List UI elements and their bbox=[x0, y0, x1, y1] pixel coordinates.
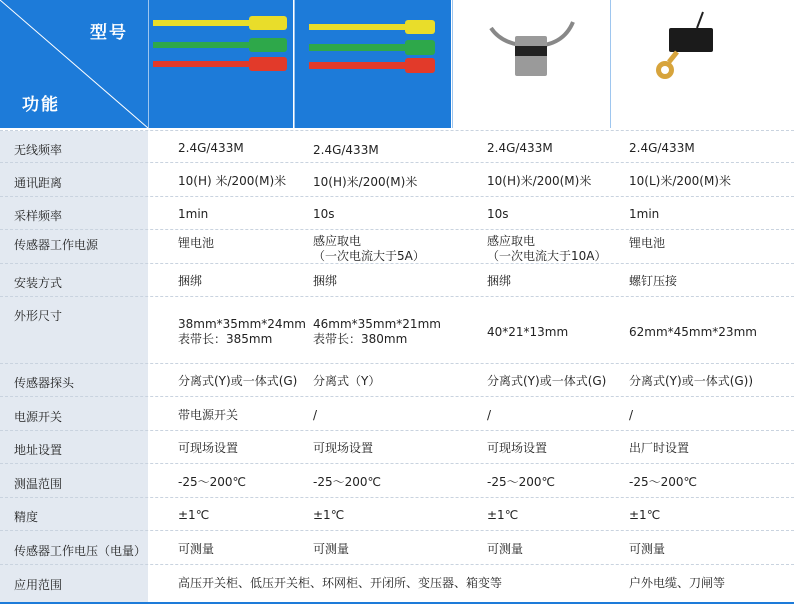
row-divider bbox=[0, 130, 794, 131]
row-label: 传感器工作电源 bbox=[0, 230, 148, 264]
table-row bbox=[0, 464, 794, 498]
row-value: 10(H)米/200(M)米 bbox=[487, 174, 592, 188]
row-divider bbox=[0, 564, 794, 565]
row-divider bbox=[0, 463, 794, 464]
row-value: 可测量 bbox=[313, 542, 350, 556]
row-value: -25～200℃ bbox=[178, 475, 246, 489]
row-value: 可现场设置 bbox=[313, 441, 374, 455]
row-value: 感应取电 （一次电流大于5A） bbox=[313, 234, 425, 263]
row-value: / bbox=[629, 408, 634, 422]
row-label: 测温范围 bbox=[0, 464, 148, 498]
cable-tie-sensor-icon bbox=[149, 0, 293, 128]
row-label: 无线频率 bbox=[0, 131, 148, 163]
table-row bbox=[0, 431, 794, 464]
row-value: / bbox=[313, 408, 318, 422]
row-divider bbox=[0, 363, 794, 364]
table-row bbox=[0, 297, 794, 364]
row-divider bbox=[0, 263, 794, 264]
table-row bbox=[0, 531, 794, 565]
row-value: 2.4G/433M bbox=[487, 141, 553, 155]
row-label: 采样频率 bbox=[0, 197, 148, 230]
row-value: 可现场设置 bbox=[178, 441, 239, 455]
row-value: 10(H)米/200(M)米 bbox=[313, 175, 418, 189]
row-value: 2.4G/433M bbox=[313, 143, 379, 157]
row-value: 可现场设置 bbox=[487, 441, 548, 455]
row-value: 分离式(Y)或一体式(G) bbox=[178, 374, 298, 388]
row-value: 螺钉压接 bbox=[629, 274, 678, 288]
row-value: 可测量 bbox=[487, 542, 524, 556]
row-divider bbox=[0, 196, 794, 197]
row-value: ±1℃ bbox=[178, 508, 210, 522]
header-divider bbox=[452, 0, 453, 128]
row-label: 安装方式 bbox=[0, 264, 148, 297]
row-value: 38mm*35mm*24mm 表带长：385mm bbox=[178, 317, 306, 346]
row-label: 应用范围 bbox=[0, 565, 148, 603]
row-value: 分离式（Y） bbox=[313, 374, 381, 388]
row-value: 锂电池 bbox=[629, 236, 666, 250]
row-value: 10s bbox=[313, 207, 335, 221]
row-value: ±1℃ bbox=[487, 508, 519, 522]
row-divider bbox=[0, 602, 794, 604]
header-corner bbox=[0, 0, 148, 128]
row-divider bbox=[0, 430, 794, 431]
row-value: 带电源开关 bbox=[178, 408, 239, 422]
header-divider bbox=[294, 0, 295, 128]
row-value: 户外电缆、刀闸等 bbox=[629, 576, 726, 590]
row-value: 1min bbox=[629, 207, 660, 221]
row-value: -25～200℃ bbox=[487, 475, 555, 489]
table-row bbox=[0, 364, 794, 397]
row-value: -25～200℃ bbox=[629, 475, 697, 489]
product-header-3 bbox=[453, 0, 609, 128]
product-header-4 bbox=[611, 0, 794, 128]
header-divider bbox=[148, 0, 149, 128]
row-divider bbox=[0, 497, 794, 498]
function-header: 功能 bbox=[22, 95, 60, 115]
row-label: 传感器工作电压（电量） bbox=[0, 531, 148, 565]
row-label: 精度 bbox=[0, 498, 148, 531]
row-label: 电源开关 bbox=[0, 397, 148, 431]
row-value: 1min bbox=[178, 207, 209, 221]
row-value: 46mm*35mm*21mm 表带长：380mm bbox=[313, 317, 441, 346]
row-value: 可测量 bbox=[629, 542, 666, 556]
table-row bbox=[0, 163, 794, 197]
row-value: 感应取电 （一次电流大于10A） bbox=[487, 234, 607, 263]
row-value: ±1℃ bbox=[313, 508, 345, 522]
row-value: 高压开关柜、低压开关柜、环网柜、开闭所、变压器、箱变等 bbox=[178, 576, 503, 590]
row-value: / bbox=[487, 408, 492, 422]
row-label: 通讯距离 bbox=[0, 163, 148, 197]
row-value: -25～200℃ bbox=[313, 475, 381, 489]
product-header-1 bbox=[149, 0, 293, 128]
row-value: 10(H) 米/200(M)米 bbox=[178, 174, 287, 188]
table-row bbox=[0, 230, 794, 264]
row-divider bbox=[0, 396, 794, 397]
row-value: 40*21*13mm bbox=[487, 325, 569, 339]
row-value: 2.4G/433M bbox=[629, 141, 695, 155]
row-value: 10s bbox=[487, 207, 509, 221]
row-value: 捆绑 bbox=[313, 274, 338, 288]
table-row bbox=[0, 197, 794, 230]
table-row bbox=[0, 131, 794, 163]
cable-tie-sensor-icon bbox=[295, 0, 451, 128]
row-value: 10(L)米/200(M)米 bbox=[629, 174, 731, 188]
row-value: 捆绑 bbox=[487, 274, 512, 288]
row-divider bbox=[0, 229, 794, 230]
row-value: 62mm*45mm*23mm bbox=[629, 325, 757, 339]
row-value: ±1℃ bbox=[629, 508, 661, 522]
product-header-2 bbox=[295, 0, 451, 128]
row-value: 2.4G/433M bbox=[178, 141, 244, 155]
row-divider bbox=[0, 162, 794, 163]
table-row bbox=[0, 498, 794, 531]
row-label: 传感器探头 bbox=[0, 364, 148, 397]
row-value: 锂电池 bbox=[178, 236, 215, 250]
screw-terminal-sensor-icon bbox=[611, 0, 794, 128]
row-value: 分离式(Y)或一体式(G)) bbox=[629, 374, 754, 388]
model-header: 型号 bbox=[90, 23, 128, 43]
table-row bbox=[0, 565, 794, 603]
row-value: 可测量 bbox=[178, 542, 215, 556]
row-label: 地址设置 bbox=[0, 431, 148, 464]
table-row bbox=[0, 264, 794, 297]
row-value: 捆绑 bbox=[178, 274, 203, 288]
row-value: 出厂时设置 bbox=[629, 441, 690, 455]
row-divider bbox=[0, 296, 794, 297]
header-divider bbox=[610, 0, 611, 128]
row-label: 外形尺寸 bbox=[0, 297, 148, 364]
table-row bbox=[0, 397, 794, 431]
row-divider bbox=[0, 530, 794, 531]
clamp-sensor-icon bbox=[453, 0, 609, 128]
row-value: 分离式(Y)或一体式(G) bbox=[487, 374, 607, 388]
